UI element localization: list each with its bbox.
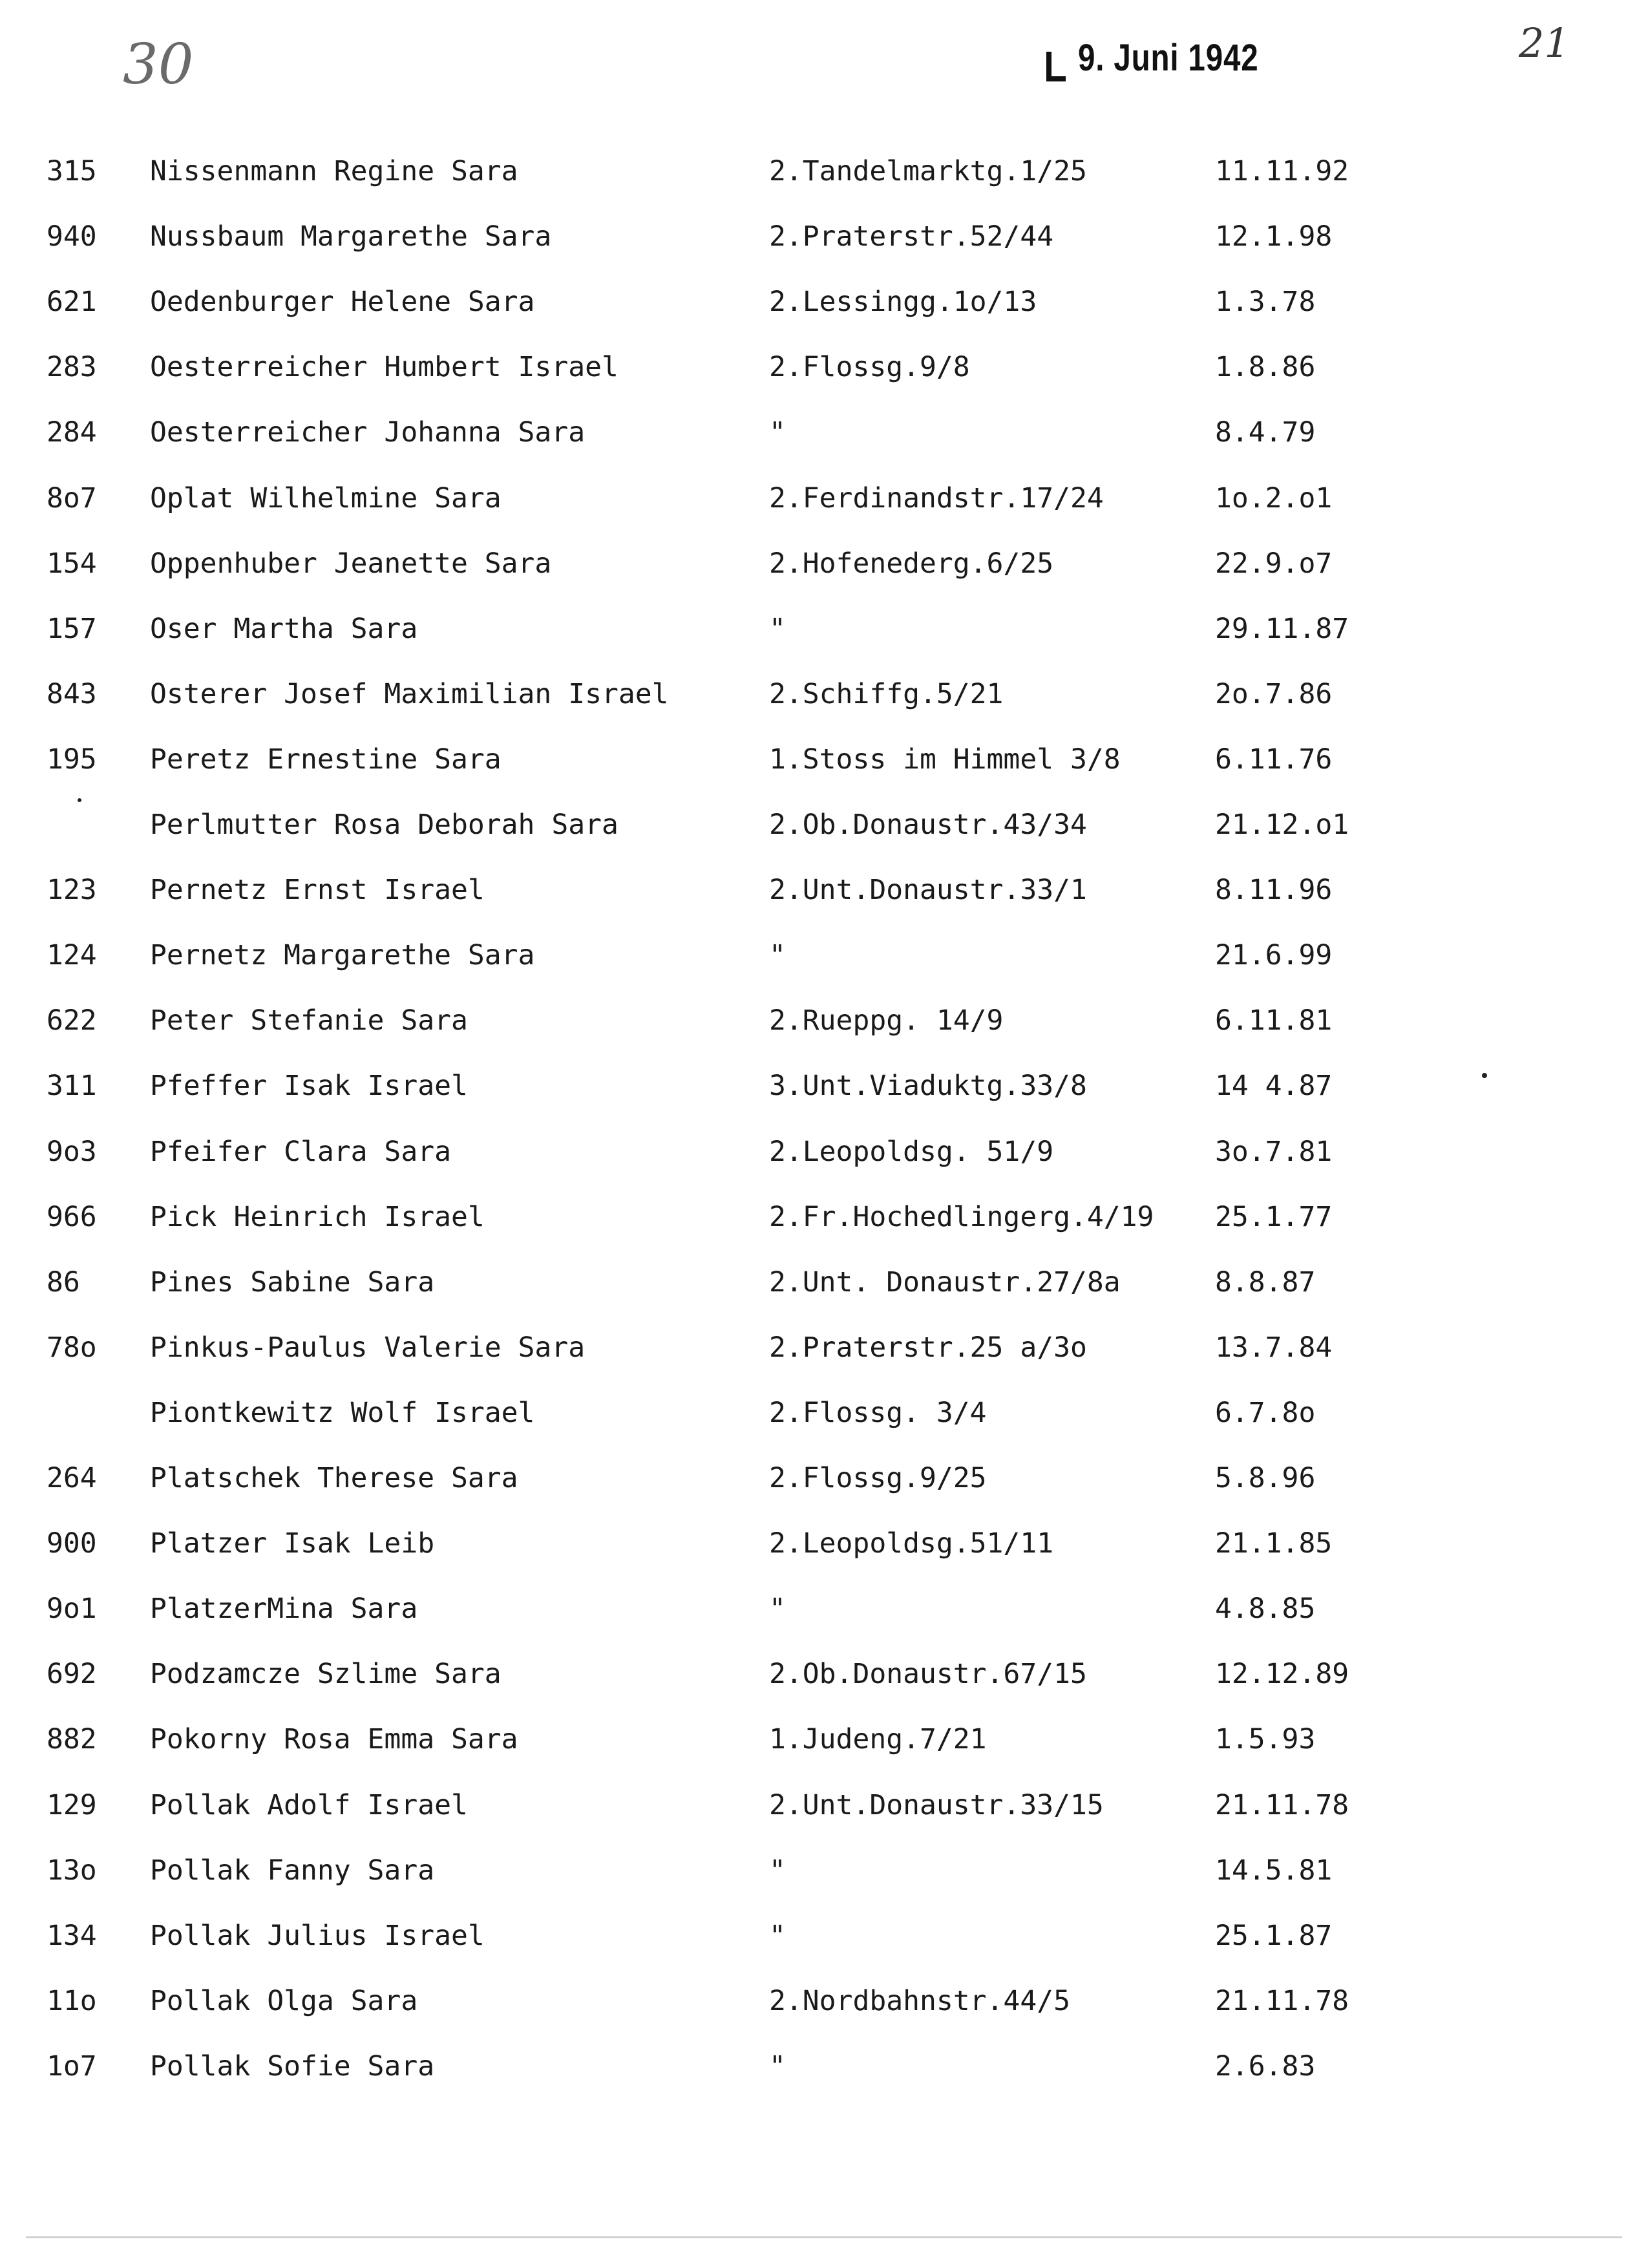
address: 2.Unt.Donaustr.33/1	[769, 874, 1087, 906]
person-name: Podzamcze Szlime Sara	[150, 1658, 502, 1690]
birth-date: 21.12.o1	[1215, 809, 1349, 841]
person-name: Pfeffer Isak Israel	[150, 1070, 468, 1102]
birth-date: 1.8.86	[1215, 351, 1316, 383]
register-row	[0, 1978, 1648, 2024]
register-row	[0, 672, 1648, 717]
address: 1.Judeng.7/21	[769, 1723, 987, 1755]
birth-date: 12.1.98	[1215, 220, 1333, 253]
birth-date: 8.4.79	[1215, 416, 1316, 449]
birth-date: 6.11.76	[1215, 743, 1333, 776]
person-name: Pernetz Ernst Israel	[150, 874, 485, 906]
register-row	[0, 867, 1648, 913]
birth-date: 3o.7.81	[1215, 1136, 1333, 1168]
birth-date: 11.11.92	[1215, 155, 1349, 187]
entry-number: 940	[47, 220, 97, 253]
entry-number: 154	[47, 547, 97, 580]
birth-date: 22.9.o7	[1215, 547, 1333, 580]
address: 2.Lessingg.1o/13	[769, 286, 1037, 318]
register-row	[0, 1783, 1648, 1828]
register-row	[0, 998, 1648, 1043]
birth-date: 2.6.83	[1215, 2050, 1316, 2083]
address: "	[769, 1854, 786, 1887]
person-name: Pollak Fanny Sara	[150, 1854, 435, 1887]
entry-number: 129	[47, 1789, 97, 1821]
person-name: Pernetz Margarethe Sara	[150, 939, 535, 971]
address: 2.Ob.Donaustr.67/15	[769, 1658, 1087, 1690]
person-name: Pinkus-Paulus Valerie Sara	[150, 1331, 586, 1364]
register-row	[0, 1521, 1648, 1566]
person-name: Oesterreicher Humbert Israel	[150, 351, 618, 383]
entry-number: 86	[47, 1266, 80, 1298]
birth-date: 2o.7.86	[1215, 678, 1333, 710]
person-name: Pollak Olga Sara	[150, 1985, 418, 2017]
address: 2.Flossg.9/8	[769, 351, 970, 383]
entry-number: 11o	[47, 1985, 97, 2017]
address: 3.Unt.Viaduktg.33/8	[769, 1070, 1087, 1102]
register-row	[0, 1194, 1648, 1240]
page-edge-shadow	[26, 2236, 1622, 2238]
person-name: Nussbaum Margarethe Sara	[150, 220, 552, 253]
entry-number: 157	[47, 613, 97, 645]
handwritten-page-number: 30	[123, 32, 194, 97]
handwritten-sheet-number: 21	[1519, 19, 1570, 67]
stamp-mark-icon	[1044, 50, 1067, 84]
person-name: Oedenburger Helene Sara	[150, 286, 535, 318]
person-name: Peter Stefanie Sara	[150, 1004, 468, 1037]
register-row	[0, 149, 1648, 194]
birth-date: 21.1.85	[1215, 1527, 1333, 1560]
birth-date: 6.7.8o	[1215, 1397, 1316, 1429]
address: 2.Nordbahnstr.44/5	[769, 1985, 1070, 2017]
entry-number: 622	[47, 1004, 97, 1037]
address: 2.Hofenederg.6/25	[769, 547, 1054, 580]
address: "	[769, 1593, 786, 1625]
person-name: Pollak Adolf Israel	[150, 1789, 468, 1821]
address: "	[769, 613, 786, 645]
address: 2.Ferdinandstr.17/24	[769, 482, 1104, 514]
birth-date: 6.11.81	[1215, 1004, 1333, 1037]
entry-number: 9o1	[47, 1593, 97, 1625]
register-row	[0, 410, 1648, 455]
person-name: Oser Martha Sara	[150, 613, 418, 645]
birth-date: 12.12.89	[1215, 1658, 1349, 1690]
register-row	[0, 1717, 1648, 1762]
person-name: Pfeifer Clara Sara	[150, 1136, 451, 1168]
entry-number: 195	[47, 743, 97, 776]
stamp-date: 9. Juni 1942	[1078, 37, 1259, 79]
person-name: Pick Heinrich Israel	[150, 1201, 485, 1233]
entry-number: 124	[47, 939, 97, 971]
address: 2.Unt. Donaustr.27/8a	[769, 1266, 1121, 1298]
birth-date: 21.6.99	[1215, 939, 1333, 971]
person-name: Peretz Ernestine Sara	[150, 743, 502, 776]
person-name: Piontkewitz Wolf Israel	[150, 1397, 535, 1429]
ink-speck	[78, 798, 81, 802]
entry-number: 283	[47, 351, 97, 383]
entry-number: 9o3	[47, 1136, 97, 1168]
address: "	[769, 2050, 786, 2083]
entry-number: 621	[47, 286, 97, 318]
address: "	[769, 416, 786, 449]
register-row	[0, 1325, 1648, 1370]
person-name: Pokorny Rosa Emma Sara	[150, 1723, 518, 1755]
entry-number: 123	[47, 874, 97, 906]
register-row	[0, 541, 1648, 586]
birth-date: 14 4.87	[1215, 1070, 1333, 1102]
person-name: Oesterreicher Johanna Sara	[150, 416, 586, 449]
register-row	[0, 1456, 1648, 1501]
person-name: PlatzerMina Sara	[150, 1593, 418, 1625]
person-name: Platzer Isak Leib	[150, 1527, 435, 1560]
person-name: Perlmutter Rosa Deborah Sara	[150, 809, 618, 841]
register-row	[0, 933, 1648, 978]
register-row	[0, 344, 1648, 390]
address: 2.Unt.Donaustr.33/15	[769, 1789, 1104, 1821]
entry-number: 315	[47, 155, 97, 187]
entry-number: 900	[47, 1527, 97, 1560]
birth-date: 1o.2.o1	[1215, 482, 1333, 514]
person-name: Platschek Therese Sara	[150, 1462, 518, 1494]
entry-number: 966	[47, 1201, 97, 1233]
birth-date: 13.7.84	[1215, 1331, 1333, 1364]
birth-date: 1.3.78	[1215, 286, 1316, 318]
entry-number: 692	[47, 1658, 97, 1690]
entry-number: 1o7	[47, 2050, 97, 2083]
entry-number: 284	[47, 416, 97, 449]
register-row	[0, 1848, 1648, 1893]
entry-number: 264	[47, 1462, 97, 1494]
address: 2.Flossg.9/25	[769, 1462, 987, 1494]
address: "	[769, 1920, 786, 1952]
entry-number: 882	[47, 1723, 97, 1755]
person-name: Pollak Sofie Sara	[150, 2050, 435, 2083]
birth-date: 1.5.93	[1215, 1723, 1316, 1755]
register-row	[0, 1586, 1648, 1631]
ink-speck	[1482, 1073, 1487, 1078]
person-name: Nissenmann Regine Sara	[150, 155, 518, 187]
address: 2.Praterstr.25 a/3o	[769, 1331, 1087, 1364]
register-row	[0, 214, 1648, 259]
address: 2.Leopoldsg. 51/9	[769, 1136, 1054, 1168]
address: 2.Praterstr.52/44	[769, 220, 1054, 253]
birth-date: 5.8.96	[1215, 1462, 1316, 1494]
address: 2.Rueppg. 14/9	[769, 1004, 1004, 1037]
entry-number: 134	[47, 1920, 97, 1952]
entry-number: 8o7	[47, 482, 97, 514]
address: 2.Fr.Hochedlingerg.4/19	[769, 1201, 1154, 1233]
birth-date: 29.11.87	[1215, 613, 1349, 645]
register-row	[0, 1913, 1648, 1958]
address: "	[769, 939, 786, 971]
register-row	[0, 1129, 1648, 1174]
person-name: Pollak Julius Israel	[150, 1920, 485, 1952]
register-row	[0, 1260, 1648, 1305]
address: 1.Stoss im Himmel 3/8	[769, 743, 1121, 776]
register-row	[0, 1651, 1648, 1697]
person-name: Pines Sabine Sara	[150, 1266, 435, 1298]
person-name: Oppenhuber Jeanette Sara	[150, 547, 552, 580]
entry-number: 78o	[47, 1331, 97, 1364]
entry-number: 843	[47, 678, 97, 710]
birth-date: 4.8.85	[1215, 1593, 1316, 1625]
address: 2.Tandelmarktg.1/25	[769, 155, 1087, 187]
register-row	[0, 279, 1648, 324]
register-row	[0, 476, 1648, 521]
register-row	[0, 1390, 1648, 1436]
register-row	[0, 606, 1648, 652]
birth-date: 21.11.78	[1215, 1789, 1349, 1821]
birth-date: 14.5.81	[1215, 1854, 1333, 1887]
person-name: Osterer Josef Maximilian Israel	[150, 678, 669, 710]
address: 2.Schiffg.5/21	[769, 678, 1004, 710]
birth-date: 8.11.96	[1215, 874, 1333, 906]
entry-number: 13o	[47, 1854, 97, 1887]
register-row	[0, 2044, 1648, 2089]
birth-date: 8.8.87	[1215, 1266, 1316, 1298]
register-row	[0, 737, 1648, 782]
entry-number: 311	[47, 1070, 97, 1102]
address: 2.Flossg. 3/4	[769, 1397, 987, 1429]
birth-date: 21.11.78	[1215, 1985, 1349, 2017]
birth-date: 25.1.77	[1215, 1201, 1333, 1233]
person-name: Oplat Wilhelmine Sara	[150, 482, 502, 514]
register-row	[0, 802, 1648, 847]
address: 2.Leopoldsg.51/11	[769, 1527, 1054, 1560]
birth-date: 25.1.87	[1215, 1920, 1333, 1952]
register-row	[0, 1063, 1648, 1108]
address: 2.Ob.Donaustr.43/34	[769, 809, 1087, 841]
